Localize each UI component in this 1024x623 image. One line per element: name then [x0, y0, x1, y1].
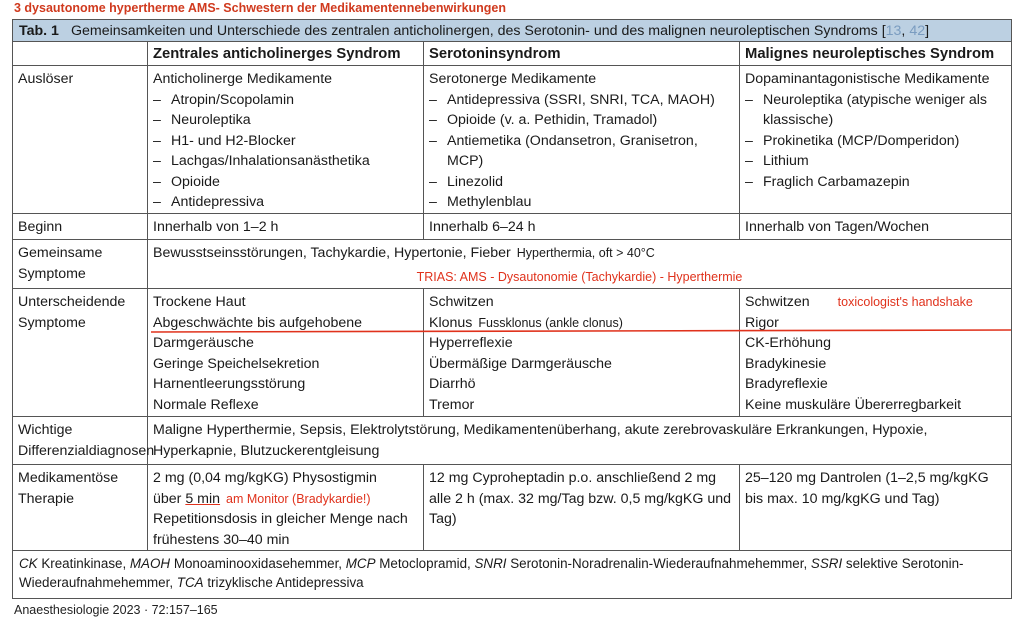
symptom-item: Abgeschwächte bis aufgehobene Darmgeräusche: [153, 314, 363, 351]
abbr-text: Monoaminooxidasehemmer,: [170, 556, 346, 571]
handwritten-note: Fussklonus (ankle clonus): [478, 315, 623, 330]
symptom-item: Rigor: [745, 314, 779, 331]
table-cell: [148, 66, 424, 213]
underlined-duration: 5 min: [185, 490, 221, 507]
symptom-text: Klonus: [429, 314, 473, 331]
symptom-item: Trockene Haut: [153, 294, 246, 310]
therapy-line: Repetitionsdosis in gleicher Menge nach frühestens 30–40 min: [153, 511, 408, 548]
abbr-text: selektive Serotonin-Wiederaufnahmehemmer,: [19, 556, 964, 590]
therapy-text: über: [153, 490, 186, 507]
row-label: Unterscheidende Symptome: [13, 289, 148, 416]
cell-title: Serotonerge Medikamente: [429, 71, 597, 87]
abbr-text: Kreatinkinase,: [37, 556, 130, 571]
abbr-text: trizyklische Antidepressiva: [203, 575, 364, 590]
table-frame: [12, 19, 1012, 599]
table-caption-bar: [13, 20, 1011, 42]
ref-separator: ,: [901, 23, 910, 39]
table-cell: Innerhalb von 1–2 h: [148, 214, 424, 239]
symptom-item: Normale Reflexe: [153, 396, 259, 413]
row-label: Beginn: [13, 214, 148, 239]
table-row: [13, 417, 1011, 465]
symptom-item: Harnentleerungsstörung: [153, 376, 306, 392]
table-header-row: [13, 42, 1011, 66]
symptom-item: [745, 292, 1006, 313]
table-cell: [148, 240, 1011, 288]
table-cell: [148, 289, 424, 416]
table-cell: 25–120 mg Dantrolen (1–2,5 mg/kgKG bis max. 10 mg/kgKG und Tag): [745, 470, 989, 507]
symptom-item: CK-Erhöhung: [745, 335, 831, 351]
list-item: – Methylenblau: [429, 192, 734, 213]
symptom-item: [429, 313, 734, 334]
row-label: Gemeinsame Symptome: [13, 240, 148, 288]
table-cell: [740, 289, 1011, 416]
list-item: – Prokinetika (MCP/Domperidon): [745, 131, 1006, 152]
table-cell: Innerhalb von Tagen/Wochen: [745, 219, 930, 235]
abbr-text: Metoclopramid,: [375, 556, 475, 571]
table-cell: [740, 66, 1011, 213]
symptom-text: Schwitzen: [745, 294, 810, 310]
table-caption: Gemeinsamkeiten und Unterschiede des zentralen anticholinergen, des Serotonin- und des malignen neuroleptischen Syndroms [: [70, 23, 886, 39]
symptom-item: Übermäßige Darmgeräusche: [429, 355, 612, 372]
page-heading: 3 dysautonome hypertherme AMS- Schwestern der Medikamentennebenwirkungen: [14, 1, 507, 15]
list-item: – Opioide: [153, 172, 418, 193]
symptom-item: Diarrhö: [429, 376, 476, 392]
table-footnote: [13, 551, 1011, 595]
citation: Anaesthesiologie 2023 · 72:157–165: [14, 603, 218, 617]
table-row: [13, 289, 1011, 417]
list-item: – Antidepressiva (SSRI, SNRI, TCA, MAOH): [429, 90, 734, 111]
reference-link[interactable]: 42: [909, 23, 926, 39]
common-symptoms: Bewusstseinsstörungen, Tachykardie, Hypertonie, Fieber: [153, 245, 511, 261]
abbr: CK: [19, 556, 38, 571]
ref-close: ]: [925, 23, 930, 39]
table-cell: [424, 66, 740, 213]
cell-title: Anticholinerge Medikamente: [153, 71, 333, 87]
symptom-item: Tremor: [429, 396, 475, 413]
cell-title: Dopaminantagonistische Medikamente: [745, 71, 990, 87]
row-label: Auslöser: [13, 66, 148, 213]
handwritten-note: am Monitor (Bradykardie!): [226, 491, 371, 506]
table-row: [13, 66, 1011, 214]
abbr: TCA: [176, 575, 204, 590]
table-cell: 12 mg Cyproheptadin p.o. anschließend 2 mg alle 2 h (max. 32 mg/Tag bzw. 0,5 mg/kgKG und Tag): [424, 465, 740, 550]
column-header: Serotoninsyndrom: [424, 42, 740, 65]
table-label: Tab. 1: [19, 23, 59, 39]
abbr: MCP: [345, 556, 376, 571]
list-item: – Fraglich Carbamazepin: [745, 172, 1006, 193]
table-cell: Innerhalb 6–24 h: [424, 214, 740, 239]
column-header: Malignes neuroleptisches Syndrom: [745, 46, 995, 62]
symptom-item: Bradyreflexie: [745, 376, 828, 392]
list-item: – Atropin/Scopolamin: [153, 90, 418, 111]
abbr: MAOH: [129, 556, 171, 571]
table-row: [13, 214, 1011, 240]
header-empty: [13, 42, 148, 65]
abbr-text: Serotonin-Noradrenalin-Wiederaufnahmehemmer,: [506, 556, 811, 571]
symptom-item: Schwitzen: [429, 294, 494, 310]
column-header: Zentrales anticholinerges Syndrom: [148, 42, 424, 65]
symptom-item: Geringe Speichelsekretion: [153, 355, 320, 372]
symptom-item: Hyperreflexie: [429, 335, 513, 351]
trias-annotation: TRIAS: AMS - Dysautonomie (Tachykardie) - Hyperthermie: [416, 270, 743, 284]
abbr: SSRI: [810, 556, 843, 571]
table-cell: Maligne Hyperthermie, Sepsis, Elektrolytstörung, Medikamentenüberhang, akute zerebrovaskuläre Erkrankungen, Hypoxie, Hyperkapnie, Blutzuckerentgleisung: [153, 422, 928, 459]
symptom-item: Bradykinesie: [745, 355, 827, 372]
reference-link[interactable]: 13: [885, 23, 902, 39]
table-row: [13, 465, 1011, 551]
table-cell: [424, 289, 740, 416]
list-item: – Lithium: [745, 151, 1006, 172]
list-item: – Antidepressiva: [153, 192, 418, 213]
list-item: – Neuroleptika: [153, 110, 418, 131]
therapy-line: 2 mg (0,04 mg/kgKG) Physostigmin: [153, 470, 377, 486]
handwritten-note: Hyperthermia, oft > 40°C: [516, 246, 655, 260]
symptom-item: Keine muskuläre Übererregbarkeit: [745, 396, 962, 413]
abbr: SNRI: [474, 556, 507, 571]
table-row: [13, 240, 1011, 289]
list-item: – Antiemetika (Ondansetron, Granisetron, MCP): [429, 131, 734, 172]
list-item: – H1- und H2-Blocker: [153, 131, 418, 152]
list-item: – Opioide (v. a. Pethidin, Tramadol): [429, 110, 734, 131]
handwritten-note: toxicologist's handshake: [837, 295, 973, 309]
list-item: – Lachgas/Inhalationsanästhetika: [153, 151, 418, 172]
list-item: – Linezolid: [429, 172, 734, 193]
row-label: Medikamentöse Therapie: [13, 465, 148, 550]
list-item: – Neuroleptika (atypische weniger als klassische): [745, 90, 1006, 131]
therapy-line: [153, 489, 418, 510]
table-cell: [148, 465, 424, 550]
row-label: Wichtige Differenzialdiagnosen: [13, 417, 148, 464]
